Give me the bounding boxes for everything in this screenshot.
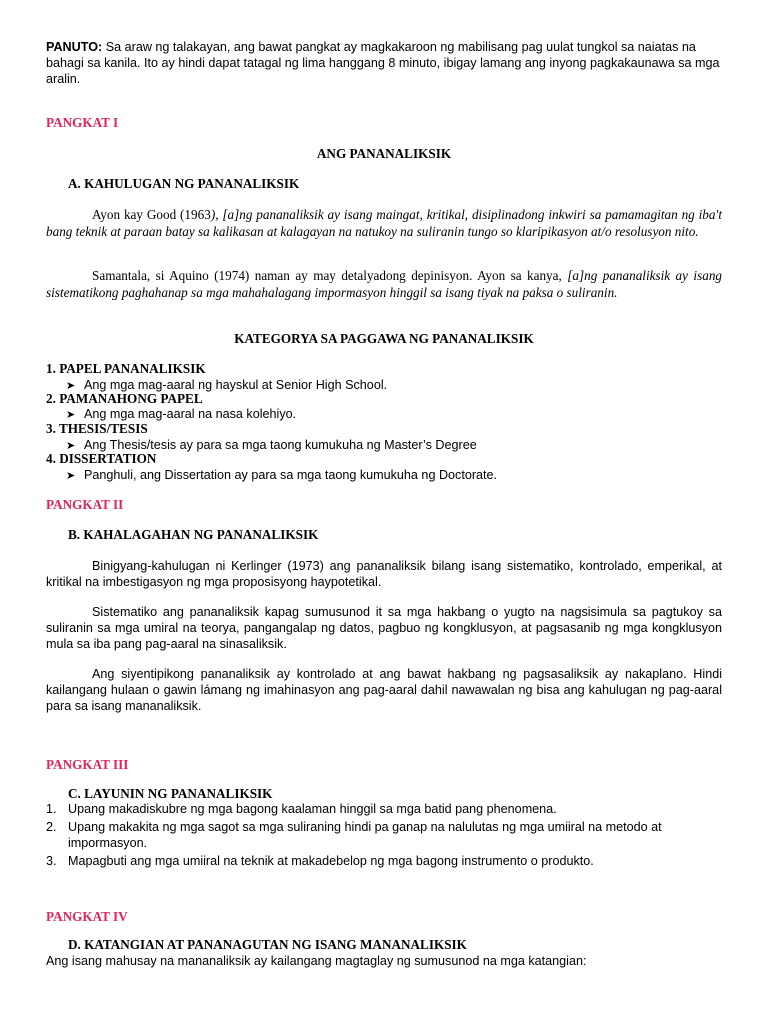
sistematiko-paragraph: Sistematiko ang pananaliksik kapag sumusunod it sa mga hakbang o yugto na nagsisimula sa pagtukoy sa suliranin sa mga umiral na teorya, pangangalap ng datos, pagbuo ng kongklusyon, at pagsasanib ng mga kongklusyon mula sa iba pang pag-aaral na sinasaliksik. — [46, 605, 722, 651]
pangkat-3-label: PANGKAT III — [46, 757, 129, 772]
panuto-text: Sa araw ng talakayan, ang bawat pangkat ay magkakaroon ng mabilisang pag uulat tungkol sa naiatas na bahagi sa kanila. Ito ay hindi dapat tatagal ng lima hanggang 8 minuto, ibigay lamang ang inyong pagkakaunawa sa mga aralin. — [46, 40, 720, 86]
kategorya-item-1: ➤ Ang mga mag-aaral ng hayskul at Senior High School. — [66, 378, 388, 392]
pangkat-1-label: PANGKAT I — [46, 115, 119, 130]
section-b-heading: B. KAHALAGAHAN NG PANANALIKSIK — [68, 527, 319, 542]
kategorya-heading-3: 3. THESIS/TESIS — [46, 421, 148, 436]
section-d-heading: D. KATANGIAN AT PANANAGUTAN NG ISANG MANANALIKSIK — [68, 937, 467, 952]
pangkat-2-label: PANGKAT II — [46, 497, 124, 512]
kategorya-item-4: ➤ Panghuli, ang Dissertation ay para sa mga taong kumukuha ng Doctorate. — [66, 468, 498, 482]
katangian-intro: Ang isang mahusay na mananaliksik ay kailangang magtaglay ng sumusunod na mga katangian: — [46, 954, 587, 968]
section-a-heading: A. KAHULUGAN NG PANANALIKSIK — [68, 176, 300, 191]
panuto-label: PANUTO: — [46, 40, 103, 54]
ang-pananaliksik-title: ANG PANANALIKSIK — [316, 146, 452, 161]
layunin-item-1: 1. Upang makadiskubre ng mga bagong kaalaman hinggil sa mga batid pang phenomena. — [46, 802, 557, 816]
good-definition-paragraph — [46, 206, 722, 240]
aquino-quote: [a]ng pananaliksik ay isang sistematikong paghahanap sa mga mahahalagang impormasyon hinggil sa isang tiyak na paksa o suliranin. — [46, 268, 723, 300]
panuto-paragraph — [46, 39, 722, 87]
kategorya-heading-2: 2. PAMANAHONG PAPEL — [46, 391, 203, 406]
aquino-citation: Samantala, si Aquino (1974) naman ay may detalyadong depinisyon. Ayon sa kanya, — [92, 268, 568, 283]
layunin-item-3: 3.Mapagbuti ang mga umiiral na teknik at makadebelop ng mga bagong instrumento o produkto. — [46, 854, 594, 868]
good-quote: ), [a]ng pananaliksik ay isang maingat, kritikal, disiplinadong inkwiri sa pamamagitan ng iba't bang teknik at paraan batay sa kalikasan at kalagayan na natukoy na suliranin tungo so klaripikasyon at/o resolusyon nito. — [46, 207, 722, 239]
section-c-heading: C. LAYUNIN NG PANANALIKSIK — [68, 786, 273, 801]
kontrolado-paragraph: Ang siyentipikong pananaliksik ay kontrolado at ang bawat hakbang ng pagsasaliksik ay nakaplano. Hindi kailangang hulaan o gawin lámang ng imahinasyon ang pag-aaral dahil nawawalan ng bisa ang kahulugan ng pag-aaral para sa isang mananaliksik. — [46, 667, 722, 713]
layunin-item-2: 2. Upang makakita ng mga sagot sa mga suliraning hindi pa ganap na nalulutas ng mga umiiral na metodo at impormasyon. — [46, 820, 662, 850]
kerlinger-paragraph: Binigyang-kahulugan ni Kerlinger (1973) ang pananaliksik bilang isang sistematiko, kontrolado, emperikal, at kritikal na imbestigasyon ng mga proposisyong haypotetikal. — [46, 559, 722, 589]
good-citation: Ayon kay Good (1963 — [92, 207, 211, 222]
kategorya-item-3: ➤ Ang Thesis/tesis ay para sa mga taong kumukuha ng Master’s Degree — [66, 438, 477, 452]
kategorya-heading-1: 1. PAPEL PANANALIKSIK — [46, 361, 206, 376]
kategorya-item-2: ➤ Ang mga mag-aaral na nasa kolehiyo. — [66, 407, 297, 421]
kategorya-title: KATEGORYA SA PAGGAWA NG PANANALIKSIK — [234, 331, 534, 346]
aquino-definition-paragraph — [46, 267, 722, 301]
arrow-bullet-icon: ➤ — [66, 470, 76, 482]
arrow-bullet-icon: ➤ — [66, 409, 76, 421]
arrow-bullet-icon: ➤ — [66, 380, 76, 392]
kategorya-heading-4: 4. DISSERTATION — [46, 451, 157, 466]
arrow-bullet-icon: ➤ — [66, 440, 76, 452]
pangkat-4-label: PANGKAT IV — [46, 909, 128, 924]
